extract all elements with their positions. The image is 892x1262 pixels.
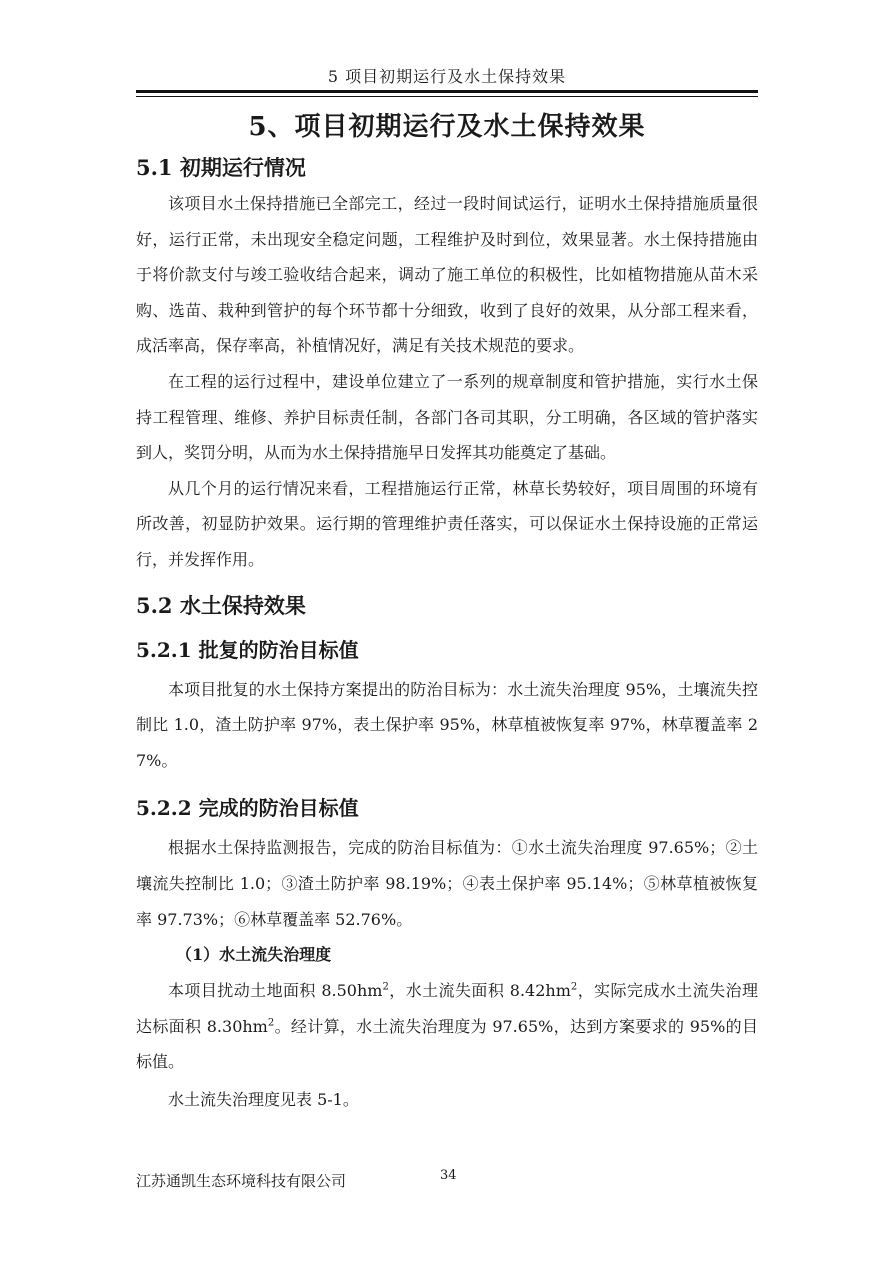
running-header: 5 项目初期运行及水土保持效果 [327, 67, 567, 86]
text-run: ，水土流失面积 8.42hm [388, 981, 571, 1001]
paragraph: 根据水土保持监测报告，完成的防治目标值为：①水土流失治理度 97.65%；②土壤流失控制比 1.0；③渣土防护率 98.19%；④表土保护率 95.14%；⑤林草植被恢复率 97.73%；⑥林草覆盖率 52.76%。 [136, 838, 758, 929]
header-rule-thick [136, 90, 758, 93]
superscript: 2 [267, 1017, 275, 1029]
page-content [136, 104, 758, 1117]
text-run: 。经计算，水土流失治理度为 97.65%，达到方案要求的 95%的目标值。 [136, 1016, 758, 1072]
table-reference: 水土流失治理度见表 5-1。 [168, 1089, 359, 1109]
superscript: 2 [570, 981, 578, 993]
section-heading-5-2: 5.2 水土保持效果 [136, 592, 306, 618]
paragraph [136, 973, 758, 1080]
text-run: ，实际完成水土流失治理达标面积 8.30hm [136, 981, 758, 1036]
subsection-heading-5-2-2: 5.2.2 完成的防治目标值 [136, 796, 359, 821]
paragraph: 在工程的运行过程中，建设单位建立了一系列的规章制度和管护措施，实行水土保持工程管理、维修、养护目标责任制，各部门各司其职，分工明确，各区域的管护落实到人，奖罚分明，从而为水土保持措施早日发挥其功能奠定了基础。 [136, 371, 758, 463]
header-rule-thin [136, 96, 758, 97]
item-heading: （1）水土流失治理度 [176, 945, 332, 965]
section-heading-5-1: 5.1 初期运行情况 [136, 155, 306, 180]
chapter-title: 5、项目初期运行及水土保持效果 [248, 112, 646, 142]
paragraph: 该项目水土保持措施已全部完工，经过一段时间试运行，证明水土保持措施质量很好，运行正常，未出现安全稳定问题，工程维护及时到位，效果显著。水土保持措施由于将价款支付与竣工验收结合起来，调动了施工单位的积极性，比如植物措施从苗木采购、选苗、栽种到管护的每个环节都十分细致，收到了良好的效果，从分部工程来看，成活率高，保存率高，补植情况好，满足有关技术规范的要求。 [136, 194, 758, 356]
text-run: 本项目扰动土地面积 8.50hm [168, 981, 383, 1001]
paragraph: 从几个月的运行情况来看，工程措施运行正常，林草长势较好，项目周围的环境有所改善，初显防护效果。运行期的管理维护责任落实，可以保证水土保持设施的正常运行，并发挥作用。 [136, 478, 758, 569]
footer-company: 江苏通凯生态环境科技有限公司 [136, 1172, 347, 1190]
paragraph: 本项目批复的水土保持方案提出的防治目标为：水土流失治理度 95%，土壤流失控制比 1.0，渣土防护率 97%，表土保护率 95%，林草植被恢复率 97%，林草覆盖率 27%。 [136, 679, 758, 770]
subsection-heading-5-2-1: 5.2.1 批复的防治目标值 [136, 637, 359, 662]
page-number: 34 [440, 1168, 457, 1183]
superscript: 2 [382, 981, 389, 993]
